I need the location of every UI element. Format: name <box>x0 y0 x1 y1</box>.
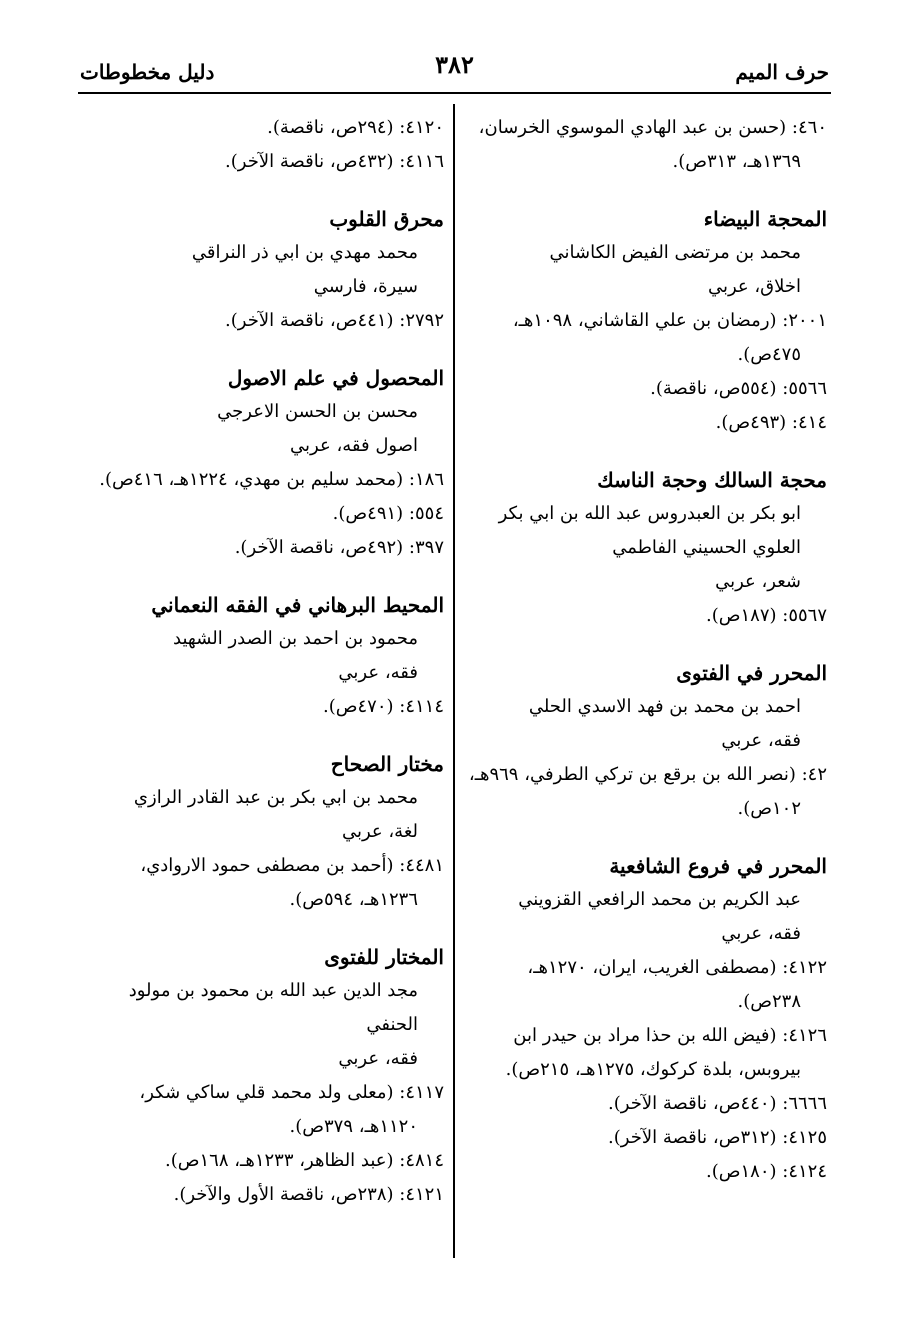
manuscript-entry <box>78 588 444 724</box>
copy-record: ٤١١٤: (٤٧٠ص). <box>322 696 444 717</box>
copy-record: ٦٦٦٦: (٤٤٠ص، ناقصة الآخر). <box>608 1093 827 1114</box>
entry-title: المحرر في الفتوى <box>676 661 827 685</box>
entry-title: المحجة البيضاء <box>703 207 827 231</box>
copy-record: ٢٧٩٢: (٤٤١ص، ناقصة الآخر). <box>225 310 444 331</box>
copy-record: ٢٠٠١: (رمضان بن علي القاشاني، ١٠٩٨هـ، ٤٧٥ص). <box>512 310 827 365</box>
entry-info-line: احمد بن محمد بن فهد الاسدي الحلي <box>528 696 801 717</box>
manuscript-entry <box>462 656 827 826</box>
entry-info-line: محمد بن ابي بكر بن عبد القادر الرازي <box>133 787 418 808</box>
entry-title: المحيط البرهاني في الفقه النعماني <box>151 593 444 617</box>
manuscript-entry <box>78 940 444 1212</box>
entry-info-line: مجد الدين عبد الله بن محمود بن مولود <box>128 980 418 1001</box>
entry-info-line: فقه، عربي <box>721 730 801 751</box>
entry-title: محرق القلوب <box>329 207 444 231</box>
entry-title: محجة السالك وحجة الناسك <box>597 468 827 492</box>
entry-info-line: لغة، عربي <box>341 821 418 842</box>
column-divider <box>453 104 455 1258</box>
copy-record: ٥٥٦٦: (٥٥٤ص، ناقصة). <box>650 378 827 399</box>
entry-info-line: سيرة، فارسي <box>313 276 418 297</box>
manuscript-entry <box>78 361 444 565</box>
copy-record: ٤١٢٦: (فيض الله بن حذا مراد بن حيدر ابن بيروبس، بلدة كركوك، ١٢٧٥هـ، ٢١٥ص). <box>505 1025 827 1080</box>
entry-info-line: محمود بن احمد بن الصدر الشهيد <box>173 628 418 649</box>
entry-info-line: اصول فقه، عربي <box>290 435 418 456</box>
copy-record: ٤١١٧: (معلى ولد محمد قلي ساكي شكر، ١١٢٠هـ، ٣٧٩ص). <box>139 1082 444 1137</box>
manuscript-entry <box>462 463 827 633</box>
manuscript-entry <box>78 747 444 917</box>
entry-info-line: محمد مهدي بن ابي ذر النراقي <box>191 242 418 263</box>
copy-record: ٤١٢١: (٢٣٨ص، ناقصة الأول والآخر). <box>173 1184 444 1205</box>
entry-info-line: فقه، عربي <box>338 1048 418 1069</box>
copy-record: ٤١١٦: (٤٣٢ص، ناقصة الآخر). <box>225 151 444 172</box>
copy-record: ٤٦٠: (حسن بن عبد الهادي الموسوي الخرسان، ١٣٦٩هـ، ٣١٣ص). <box>478 117 827 172</box>
copy-record: ٤١٢٢: (مصطفى الغريب، ايران، ١٢٧٠هـ، ٢٣٨ص). <box>527 957 827 1012</box>
right-column <box>462 111 827 1212</box>
copy-record: ١٨٦: (محمد سليم بن مهدي، ١٢٢٤هـ، ٤١٦ص). <box>99 469 444 490</box>
copy-record: ٥٥٤: (٤٩١ص). <box>332 503 444 524</box>
entry-info-line: الحنفي <box>366 1014 418 1035</box>
page-number: ٣٨٢ <box>435 50 474 79</box>
entry-title: المختار للفتوى <box>324 945 444 969</box>
entry-info-line: العلوي الحسيني الفاطمي <box>612 537 801 558</box>
manuscript-entry <box>462 111 827 179</box>
copy-record: ٤١٤: (٤٩٣ص). <box>715 412 827 433</box>
copy-record: ٤٢: (نصر الله بن برقع بن تركي الطرفي، ٩٦٩هـ، ١٠٢ص). <box>468 764 827 819</box>
manuscript-entry <box>78 202 444 338</box>
copy-record: ٣٩٧: (٤٩٢ص، ناقصة الآخر). <box>234 537 444 558</box>
header-rule <box>78 92 831 94</box>
entry-title: مختار الصحاح <box>330 752 444 776</box>
copy-record: ٤١٢٥: (٣١٢ص، ناقصة الآخر). <box>608 1127 827 1148</box>
section-title: حرف الميم <box>735 60 829 84</box>
copy-record: ٤١٢٠: (٢٩٤ص، ناقصة). <box>267 117 444 138</box>
entry-info-line: شعر، عربي <box>715 571 801 592</box>
page-header <box>80 48 829 88</box>
copy-record: ٤٨١٤: (عبد الظاهر، ١٢٣٣هـ، ١٦٨ص). <box>164 1150 444 1171</box>
entry-info-line: فقه، عربي <box>338 662 418 683</box>
entry-info-line: محمد بن مرتضى الفيض الكاشاني <box>549 242 801 263</box>
copy-record: ٤٤٨١: (أحمد بن مصطفى حمود الاروادي، ١٢٣٦هـ، ٥٩٤ص). <box>140 855 444 910</box>
entry-info-line: فقه، عربي <box>721 923 801 944</box>
copy-record: ٤١٢٤: (١٨٠ص). <box>705 1161 827 1182</box>
copy-record: ٥٥٦٧: (١٨٧ص). <box>705 605 827 626</box>
manuscript-entry <box>462 202 827 440</box>
entry-info-line: عبد الكريم بن محمد الرافعي القزويني <box>518 889 801 910</box>
manuscript-entry <box>462 849 827 1189</box>
entry-title: المحصول في علم الاصول <box>227 366 444 390</box>
entry-info-line: ابو بكر بن العبدروس عبد الله بن ابي بكر <box>498 503 801 524</box>
entry-info-line: اخلاق، عربي <box>707 276 801 297</box>
left-column <box>78 111 444 1235</box>
entry-title: المحرر في فروع الشافعية <box>609 854 827 878</box>
manuscript-entry <box>78 111 444 179</box>
entry-info-line: محسن بن الحسن الاعرجي <box>217 401 418 422</box>
book-title: دليل مخطوطات <box>80 60 215 84</box>
